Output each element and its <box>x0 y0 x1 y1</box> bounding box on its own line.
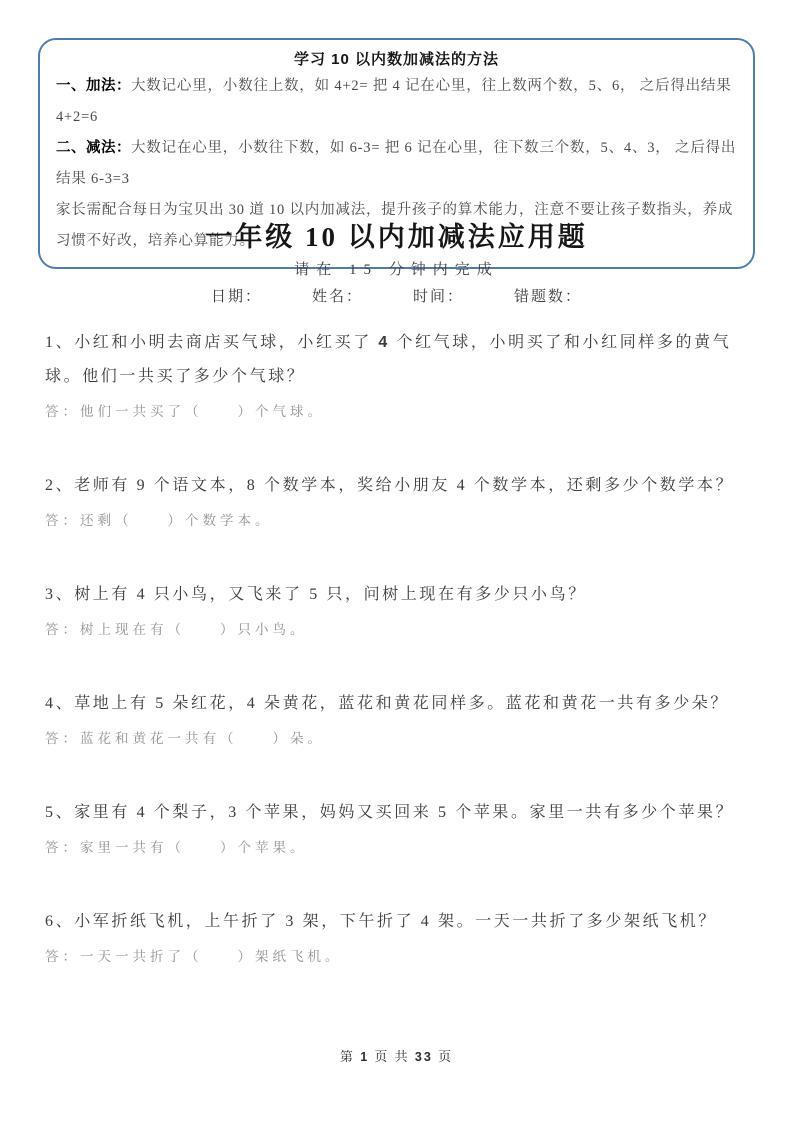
question-text-segment: 6、小军折纸飞机，上午折了 3 架，下午折了 4 架。一天一共折了多少架纸飞机？ <box>45 913 718 930</box>
question-text-segment: 个红气球，小明买了和小红同样多的黄气球。他们一共买了多少个气球？ <box>45 334 732 385</box>
question-text <box>45 326 751 394</box>
method-line-text: 大数记心里，小数往上数，如 4+2= 把 4 记在心里，往上数两个数，5、6， 之后得出结果 4+2=6 <box>56 78 732 125</box>
method-line-label: 二、减法： <box>56 140 131 156</box>
question-block <box>45 578 751 639</box>
question-text-segment: 3、树上有 4 只小鸟，又飞来了 5 只，问树上现在有多少只小鸟？ <box>45 586 587 603</box>
footer-prefix: 第 <box>339 1049 355 1064</box>
question-text <box>45 687 751 721</box>
subtitle-time-limit: 请在 15 分钟内完成 <box>294 262 499 278</box>
method-line-text: 家长需配合每日为宝贝出 30 道 10 以内加减法，提升孩子的算术能力，注意不要让孩子数指头，养成习惯不好改，培养心算能力。 <box>56 202 734 249</box>
question-text <box>45 905 751 939</box>
page-title: 一年级 10 以内加减法应用题 <box>205 222 588 252</box>
question-text <box>45 469 751 503</box>
field-date: 日期： <box>210 289 262 305</box>
field-name: 姓名： <box>311 289 363 305</box>
question-text <box>45 796 751 830</box>
question-text-segment: 1、小红和小明去商店买气球，小红买了 <box>45 334 379 351</box>
footer-page-number: 1 <box>360 1050 370 1064</box>
footer-suffix: 页 <box>438 1049 454 1064</box>
answer-line: 答：还剩（ ）个数学本。 <box>45 513 273 528</box>
field-time: 时间： <box>413 289 465 305</box>
answer-line: 答：他们一共买了（ ）个气球。 <box>45 404 325 419</box>
question-text-segment: 5、家里有 4 个梨子，3 个苹果，妈妈又买回来 5 个苹果。家里一共有多少个苹果？ <box>45 804 735 821</box>
method-line-label: 一、加法： <box>56 78 131 94</box>
method-box-title: 学习 10 以内数加减法的方法 <box>293 51 500 68</box>
answer-line: 答：蓝花和黄花一共有（ ）朵。 <box>45 731 325 746</box>
method-line-text: 大数记在心里，小数往下数，如 6-3= 把 6 记在心里，往下数三个数，5、4、3， 之后得出结果 6-3=3 <box>56 140 737 187</box>
question-text-segment: 2、老师有 9 个语文本，8 个数学本，奖给小朋友 4 个数学本，还剩多少个数学本？ <box>45 477 735 494</box>
footer-total-pages: 33 <box>414 1050 433 1064</box>
question-block <box>45 796 751 857</box>
question-text-segment: 4、草地上有 5 朵红花，4 朵黄花，蓝花和黄花同样多。蓝花和黄花一共有多少朵？ <box>45 695 730 712</box>
page-footer <box>0 1046 793 1065</box>
question-block <box>45 905 751 966</box>
question-block <box>45 469 751 530</box>
footer-middle: 页 共 <box>374 1049 410 1064</box>
question-block <box>45 326 751 421</box>
question-bold-number: 4 <box>378 334 390 351</box>
answer-line: 答：家里一共有（ ）个苹果。 <box>45 840 308 855</box>
field-error-count: 错题数： <box>514 289 583 305</box>
question-text <box>45 578 751 612</box>
answer-line: 答：树上现在有（ ）只小鸟。 <box>45 622 308 637</box>
answer-line: 答：一天一共折了（ ）架纸飞机。 <box>45 949 343 964</box>
question-block <box>45 687 751 748</box>
question-list <box>45 326 751 1014</box>
fields-row <box>0 285 793 306</box>
